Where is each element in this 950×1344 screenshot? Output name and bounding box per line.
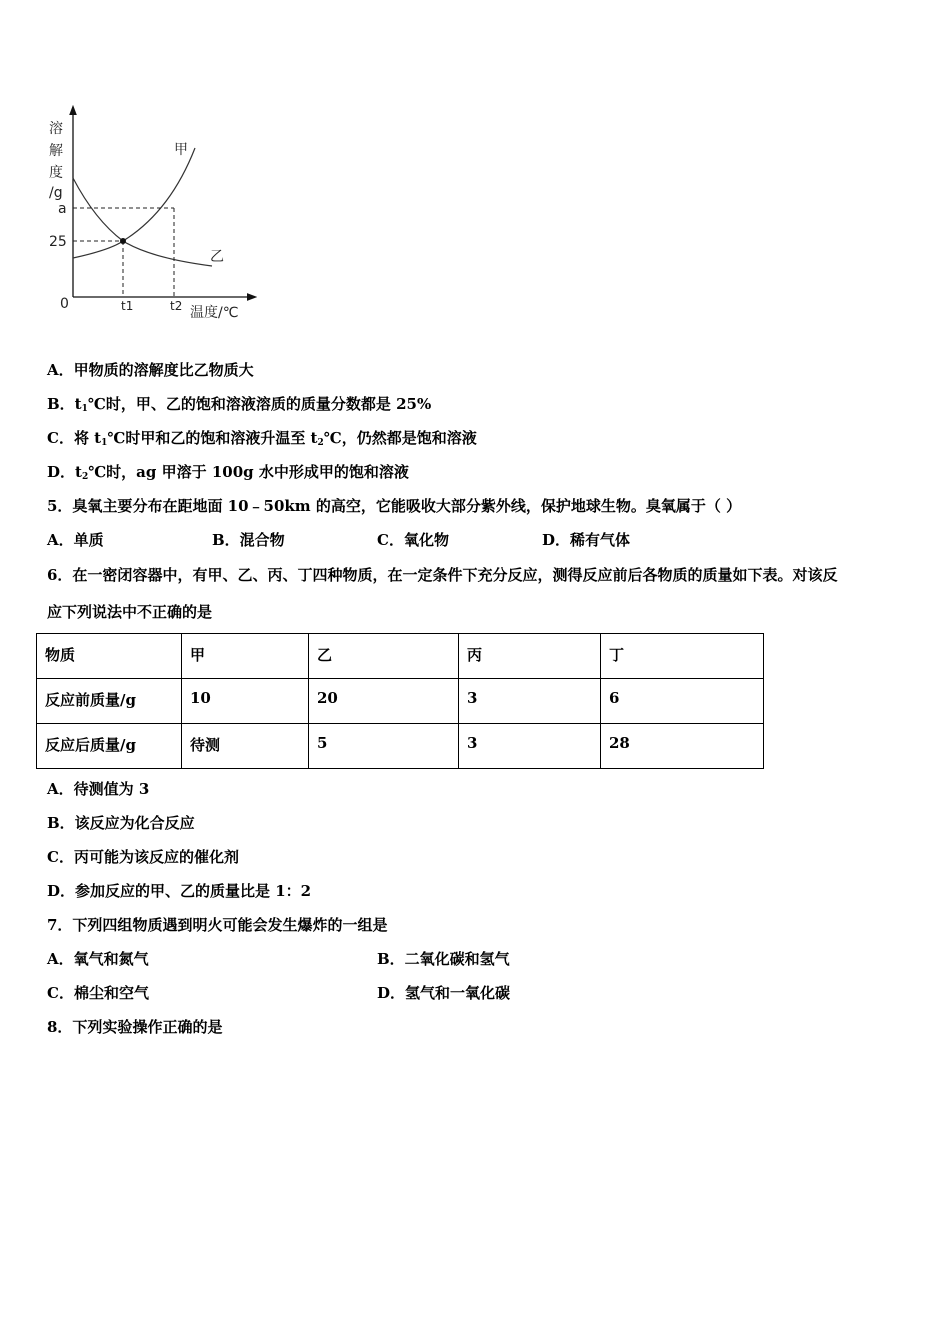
q5-option-d: D．稀有气体 [542,531,631,549]
q6-stem-2: 应下列说法中不正确的是 [47,603,213,621]
text: ℃时甲和乙的饱和溶液升温至 t [107,429,318,447]
text: B．t [47,395,82,413]
table-cell: 5 [309,724,459,769]
subscript: 1 [101,438,108,448]
q4-option-d [47,462,409,487]
table-cell: 20 [309,679,459,724]
intersection-point [120,238,126,244]
text: ℃时，甲、乙的饱和溶液溶质的质量分数都是 25% [87,395,432,413]
table-cell: 3 [459,679,601,724]
y-label-3: 度 [49,165,63,181]
origin-label: 0 [60,296,69,312]
table-row [37,634,764,679]
mass-table [36,633,764,769]
y-tick-a: a [58,201,67,217]
table-cell: 丙 [459,634,601,679]
q6-option-c: C．丙可能为该反应的催化剂 [47,848,239,866]
q7-option-d: D．氢气和一氧化碳 [377,984,511,1002]
table-row [37,724,764,769]
y-label-4: /g [49,185,63,201]
text: C．将 t [47,429,102,447]
q5-option-b: B．混合物 [212,531,285,549]
text: ℃时，ag 甲溶于 100g 水中形成甲的饱和溶液 [88,463,409,481]
y-label-1: 溶 [49,121,63,137]
q7-option-a: A．氧气和氮气 [47,950,149,968]
y-label-2: 解 [49,143,63,159]
q4-option-c [47,428,477,453]
table-row [37,679,764,724]
subscript: 2 [81,472,89,482]
q5-option-c: C．氧化物 [377,531,449,549]
table-cell: 28 [601,724,764,769]
q5-stem: 5．臭氧主要分布在距地面 10﹣50km 的高空，它能吸收大部分紫外线，保护地球生物。臭氧属于（ ） [47,497,742,515]
label-yi: 乙 [210,249,224,265]
text: D．t [47,463,82,481]
q6-option-b: B．该反应为化合反应 [47,814,195,832]
curve-jia [73,148,195,258]
q4-option-a: A．甲物质的溶解度比乙物质大 [47,361,254,379]
q4-option-b [47,394,431,419]
table-cell: 甲 [182,634,309,679]
q6-stem-1: 6．在一密闭容器中，有甲、乙、丙、丁四种物质，在一定条件下充分反应，测得反应前后各物质的质量如下表。对该反 [47,566,838,584]
q7-stem: 7．下列四组物质遇到明火可能会发生爆炸的一组是 [47,916,388,934]
x-tick-t1: t1 [121,299,134,313]
x-axis-label: 温度/℃ [190,305,239,321]
table-cell: 反应前质量/g [37,679,182,724]
solubility-graph [0,0,300,330]
table-cell: 3 [459,724,601,769]
table-cell: 丁 [601,634,764,679]
q7-option-c: C．棉尘和空气 [47,984,149,1002]
table-cell: 反应后质量/g [37,724,182,769]
table-cell: 10 [182,679,309,724]
q7-option-b: B．二氧化碳和氢气 [377,950,510,968]
q6-option-a: A．待测值为 3 [47,780,150,798]
q8-stem: 8．下列实验操作正确的是 [47,1018,223,1036]
subscript: 1 [81,404,88,414]
q5-option-a: A．单质 [47,531,104,549]
table-cell: 物质 [37,634,182,679]
subscript: 2 [317,438,324,448]
table-cell: 待测 [182,724,309,769]
guide-lines [73,208,174,297]
y-tick-25: 25 [49,234,67,250]
table-cell: 乙 [309,634,459,679]
q6-option-d: D．参加反应的甲、乙的质量比是 1：2 [47,882,312,900]
text: ℃，仍然都是饱和溶液 [323,429,477,447]
x-tick-t2: t2 [170,299,183,313]
table-cell: 6 [601,679,764,724]
label-jia: 甲 [174,142,188,158]
